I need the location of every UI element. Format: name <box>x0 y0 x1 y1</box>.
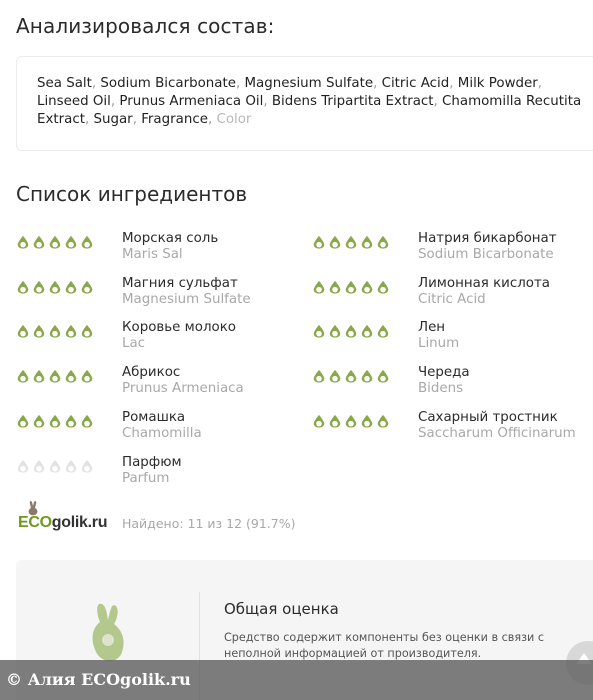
ingredient-name-ru: Ромашка <box>122 409 186 425</box>
ingredient-rating <box>16 414 94 428</box>
ingredient-name-ru: Сахарный тростник <box>418 409 558 425</box>
watermark-text: © Алия ECOgolik.ru <box>6 670 191 689</box>
composition-item: Milk Powder <box>457 76 538 91</box>
composition-separator: , <box>263 94 272 109</box>
composition-item: Color <box>216 112 252 127</box>
composition-item: Sodium Bicarbonate <box>100 76 236 91</box>
drop-icon <box>32 280 46 294</box>
ingredient-rating <box>312 369 390 383</box>
drop-icon <box>376 369 390 383</box>
drop-icon <box>360 414 374 428</box>
analyzed-heading: Анализировался состав: <box>16 14 275 38</box>
drop-icon <box>376 324 390 338</box>
composition-item: Citric Acid <box>381 76 450 91</box>
ingredient-rating <box>312 414 390 428</box>
ingredient-item[interactable] <box>312 320 593 360</box>
found-summary: Найдено: 11 из 12 (91.7%) <box>122 516 296 531</box>
drop-icon <box>64 414 78 428</box>
ingredient-name-ru: Натрия бикарбонат <box>418 231 557 246</box>
drop-icon <box>360 324 374 338</box>
ingredient-item[interactable] <box>16 320 306 360</box>
drop-icon <box>328 280 342 294</box>
composition-separator: , <box>449 76 458 91</box>
ingredient-name-ru: Лен <box>418 320 446 336</box>
summary-text: Средство содержит компоненты без оценки в связи с неполной информацией от производителя. <box>224 631 545 660</box>
drop-icon <box>32 369 46 383</box>
ingredient-name-latin: Maris Sal <box>122 247 183 262</box>
ingredient-item[interactable] <box>16 231 306 271</box>
drop-icon <box>360 235 374 249</box>
logo-text: ECOgolik.ru <box>18 514 108 531</box>
ingredient-name-latin: Bidens <box>418 381 464 397</box>
drop-icon <box>376 235 390 249</box>
drop-icon <box>80 324 94 338</box>
ingredient-item[interactable] <box>312 231 593 271</box>
ingredient-name-ru: Лимонная кислота <box>418 275 551 291</box>
drop-icon <box>64 280 78 294</box>
ingredient-rating <box>16 235 94 249</box>
drop-icon <box>344 235 358 249</box>
drop-icon <box>360 369 374 383</box>
ingredient-name-latin: Prunus Armeniaca <box>122 381 244 397</box>
drop-icon <box>328 235 342 249</box>
composition-separator: , <box>537 76 543 91</box>
drop-icon <box>328 369 342 383</box>
composition-separator: , <box>207 112 217 127</box>
drop-icon <box>64 459 78 473</box>
composition-item: Bidens Tripartita Extract <box>271 94 434 109</box>
drop-icon <box>376 280 390 294</box>
composition-separator: , <box>110 94 120 109</box>
drop-icon <box>48 280 62 294</box>
ingredient-rating <box>16 280 94 294</box>
ingredient-rating <box>312 235 390 249</box>
drop-icon <box>328 324 342 338</box>
drop-icon <box>16 369 30 383</box>
ingredient-name-ru: Коровье молоко <box>122 320 236 336</box>
composition-separator: , <box>433 94 443 109</box>
drop-icon <box>312 280 326 294</box>
composition-separator: , <box>235 76 245 91</box>
drop-icon <box>32 459 46 473</box>
drop-icon <box>32 235 46 249</box>
drop-icon <box>32 414 46 428</box>
drop-icon <box>16 324 30 338</box>
ingredient-name-ru: Магния сульфат <box>122 275 238 291</box>
drop-icon <box>64 235 78 249</box>
ingredient-item[interactable] <box>312 365 593 405</box>
summary-title: Общая оценка <box>224 600 339 618</box>
ingredients-heading: Список ингредиентов <box>16 182 248 206</box>
ingredient-name-latin: Lac <box>122 336 146 352</box>
composition-item: Chamomilla Recutita Extract <box>37 94 582 127</box>
ingredient-item[interactable] <box>16 455 306 495</box>
drop-icon <box>16 280 30 294</box>
drop-icon <box>80 280 94 294</box>
ingredient-name-ru: Парфюм <box>122 454 182 470</box>
drop-icon <box>48 369 62 383</box>
composition-item: Fragrance <box>141 112 208 127</box>
ingredient-rating <box>16 369 94 383</box>
watermark-bar <box>0 660 593 700</box>
composition-list <box>37 75 593 129</box>
ingredient-item[interactable] <box>16 365 306 405</box>
drop-icon <box>64 369 78 383</box>
drop-icon <box>80 414 94 428</box>
drop-icon <box>80 369 94 383</box>
drop-icon <box>16 459 30 473</box>
drop-icon <box>312 324 326 338</box>
ingredient-name-latin: Sodium Bicarbonate <box>418 247 554 262</box>
drop-icon <box>64 324 78 338</box>
ingredient-rating <box>312 280 390 294</box>
drop-icon <box>344 369 358 383</box>
composition-separator: , <box>132 112 142 127</box>
ingredient-item[interactable] <box>16 410 306 450</box>
composition-separator: , <box>91 76 101 91</box>
drop-icon <box>16 235 30 249</box>
drop-icon <box>344 414 358 428</box>
ingredient-name-latin: Saccharum Officinarum <box>418 425 576 441</box>
composition-item: Prunus Armeniaca Oil <box>119 94 264 109</box>
ingredient-name-latin: Magnesium Sulfate <box>122 291 251 307</box>
ingredient-name-ru: Абрикос <box>122 365 181 381</box>
composition-item: Linseed Oil <box>37 94 111 109</box>
drop-icon <box>48 324 62 338</box>
ingredient-item[interactable] <box>312 276 593 316</box>
ingredient-rating <box>16 459 94 473</box>
drop-icon <box>312 414 326 428</box>
drop-icon <box>32 324 46 338</box>
ingredient-item[interactable] <box>16 276 306 316</box>
drop-icon <box>312 369 326 383</box>
ecogolik-logo[interactable] <box>18 500 110 536</box>
ingredient-name-latin: Chamomilla <box>122 425 202 441</box>
drop-icon <box>48 459 62 473</box>
drop-icon <box>80 235 94 249</box>
drop-icon <box>312 235 326 249</box>
composition-item: Sea Salt <box>37 76 92 91</box>
drop-icon <box>48 414 62 428</box>
drop-icon <box>344 280 358 294</box>
drop-icon <box>328 414 342 428</box>
composition-separator: , <box>373 76 382 91</box>
drop-icon <box>376 414 390 428</box>
composition-separator: , <box>84 112 94 127</box>
drop-icon <box>344 324 358 338</box>
ingredient-rating <box>16 324 94 338</box>
ingredient-item[interactable] <box>312 410 593 450</box>
ingredient-name-latin: Parfum <box>122 470 170 486</box>
drop-icon <box>48 235 62 249</box>
drop-icon <box>16 414 30 428</box>
ingredient-name-latin: Linum <box>418 336 460 352</box>
ingredient-name-ru: Череда <box>418 365 470 381</box>
composition-box <box>16 56 593 151</box>
ingredient-rating <box>312 324 390 338</box>
drop-icon <box>360 280 374 294</box>
ingredient-name-latin: Citric Acid <box>418 291 486 307</box>
composition-item: Sugar <box>93 112 133 127</box>
drop-icon <box>80 459 94 473</box>
composition-item: Magnesium Sulfate <box>244 76 374 91</box>
ingredient-name-ru: Морская соль <box>122 231 219 246</box>
